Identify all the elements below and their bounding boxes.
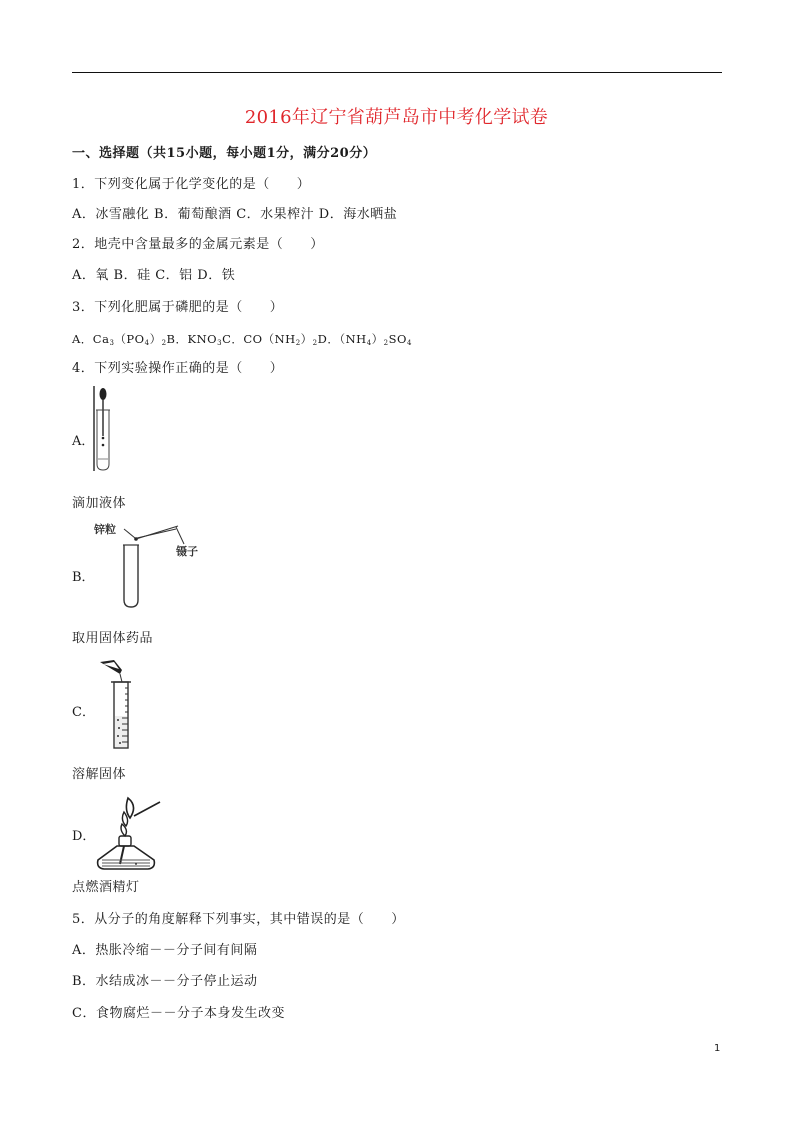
question-4-stem: 4．下列实验操作正确的是（ ） — [72, 361, 284, 376]
dropper-test-tube-figure — [92, 386, 116, 472]
question-4-option-b-caption: 取用固体药品 — [72, 631, 154, 646]
question-1-stem: 1．下列变化属于化学变化的是（ ） — [72, 177, 311, 192]
page-number: 1 — [714, 1043, 721, 1054]
question-5-option-b: B．水结成冰－－分子停止运动 — [72, 974, 258, 989]
question-4-option-c-label: C． — [72, 705, 95, 720]
question-4-option-c-caption: 溶解固体 — [72, 767, 127, 782]
header-rule — [72, 72, 722, 73]
page-title: 2016年辽宁省葫芦岛市中考化学试卷 — [244, 107, 549, 128]
question-5-option-c: C．食物腐烂－－分子本身发生改变 — [72, 1006, 285, 1021]
alcohol-lamp-figure — [92, 792, 164, 872]
question-4-option-d-label: D． — [72, 829, 96, 844]
graduated-cylinder-figure — [96, 658, 136, 750]
question-2-options: A．氧 B．硅 C．铝 D．铁 — [72, 268, 236, 283]
zinc-granule-label: 锌粒 — [94, 523, 116, 536]
tweezers-label: 镊子 — [176, 545, 198, 558]
question-4-option-b-label: B． — [72, 570, 95, 585]
question-3-stem: 3．下列化肥属于磷肥的是（ ） — [72, 300, 284, 315]
question-4-option-a-label: A． — [72, 434, 95, 449]
tweezers-test-tube-figure — [94, 520, 202, 610]
question-2-stem: 2．地壳中含量最多的金属元素是（ ） — [72, 237, 324, 252]
question-4-option-d-caption: 点燃酒精灯 — [72, 880, 140, 895]
question-5-option-a: A．热胀冷缩－－分子间有间隔 — [72, 943, 258, 958]
section-heading: 一、选择题（共15小题，每小题1分，满分20分） — [72, 146, 377, 161]
question-1-options: A．冰雪融化 B．葡萄酿酒 C．水果榨汁 D．海水晒盐 — [72, 207, 398, 222]
question-5-stem: 5．从分子的角度解释下列事实，其中错误的是（ ） — [72, 912, 405, 927]
question-3-options: A．$Ca_3(PO_4)_2B$．$KNO_3C$．$CO(NH_2)_2D$．$(NH_4)_2SO_4$ — [72, 332, 412, 347]
question-4-option-a-caption: 滴加液体 — [72, 496, 127, 511]
